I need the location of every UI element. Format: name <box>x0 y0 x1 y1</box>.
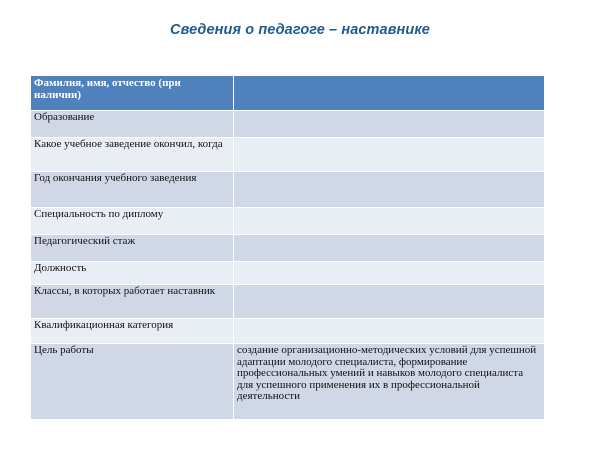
row-label-position: Должность <box>31 262 234 285</box>
table-row <box>31 319 545 344</box>
header-label-cell: Фамилия, имя, отчество (при наличии) <box>31 76 234 111</box>
header-value-cell[interactable] <box>234 76 545 111</box>
table-row <box>31 262 545 285</box>
page-title: Сведения о педагоге – наставнике <box>170 22 430 38</box>
table-row <box>31 285 545 319</box>
row-value-position[interactable] <box>234 262 545 285</box>
table-row <box>31 138 545 172</box>
row-label-classes: Классы, в которых работает наставник <box>31 285 234 319</box>
table-row <box>31 172 545 208</box>
row-label-goal: Цель работы <box>31 344 234 420</box>
row-label-education: Образование <box>31 111 234 138</box>
mentor-info-table <box>31 76 545 420</box>
row-label-experience: Педагогический стаж <box>31 235 234 262</box>
row-value-institution[interactable] <box>234 138 545 172</box>
row-value-classes[interactable] <box>234 285 545 319</box>
row-value-graduation-year[interactable] <box>234 172 545 208</box>
row-value-experience[interactable] <box>234 235 545 262</box>
table-header-row <box>31 76 545 111</box>
row-value-category[interactable] <box>234 319 545 344</box>
table-row <box>31 111 545 138</box>
row-value-education[interactable] <box>234 111 545 138</box>
row-value-specialty[interactable] <box>234 208 545 235</box>
table-row <box>31 235 545 262</box>
table-row <box>31 208 545 235</box>
row-label-category: Квалификационная категория <box>31 319 234 344</box>
row-label-specialty: Специальность по диплому <box>31 208 234 235</box>
table-row <box>31 344 545 420</box>
row-value-goal[interactable]: создание организационно-методических условий для успешной адаптации молодого специалиста, формирование профессиональных умений и навыков молодого специалиста для успешного применения их в профессиональной деятельности <box>234 344 545 420</box>
row-label-institution: Какое учебное заведение окончил, когда <box>31 138 234 172</box>
row-label-graduation-year: Год окончания учебного заведения <box>31 172 234 208</box>
